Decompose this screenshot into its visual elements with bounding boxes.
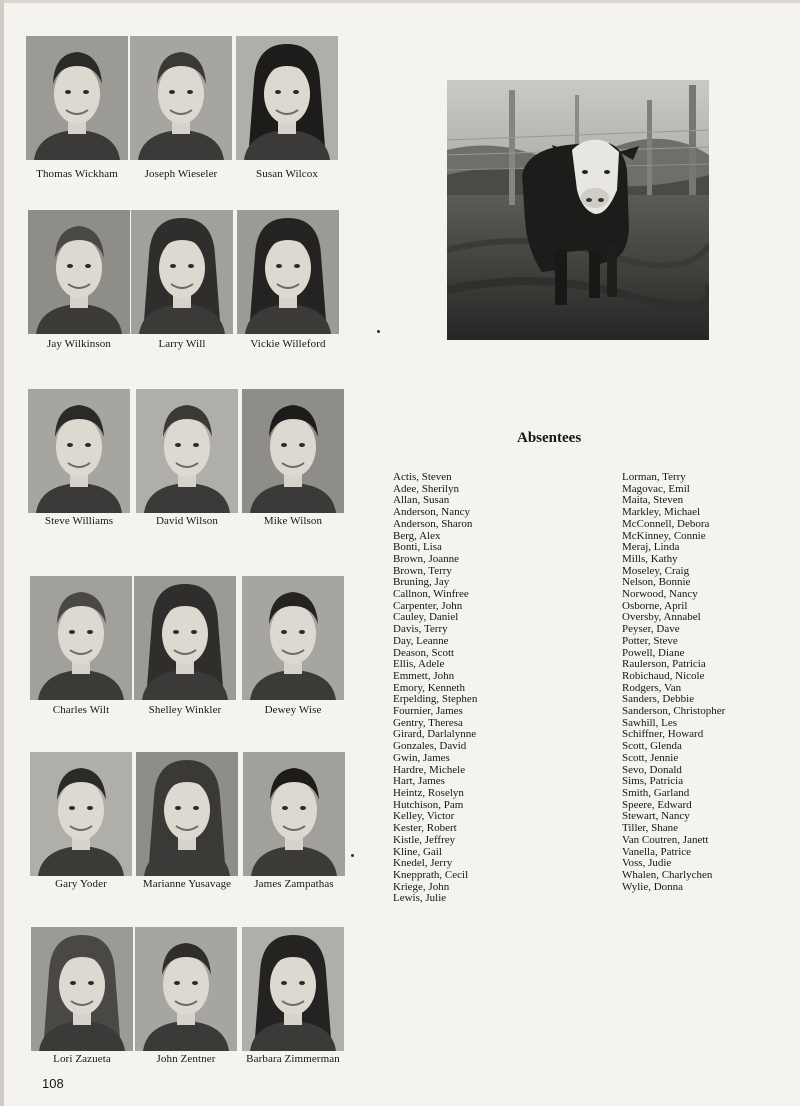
absentee-name: Mills, Kathy — [622, 552, 678, 565]
absentee-name: Tiller, Shane — [622, 822, 678, 835]
portrait-caption: Gary Yoder — [55, 878, 107, 890]
absentee-name: Kline, Gail — [393, 845, 442, 858]
portrait-caption: Charles Wilt — [52, 704, 110, 716]
portrait-photo — [242, 927, 344, 1051]
absentee-name: Smith, Garland — [622, 786, 690, 799]
absentee-name: Osborne, April — [622, 599, 688, 612]
absentee-name: Cauley, Daniel — [393, 611, 459, 624]
portrait-caption: James Zampathas — [254, 878, 334, 890]
portrait-caption: Marianne Yusavage — [142, 878, 232, 890]
absentee-name: Sawhill, Les — [622, 716, 677, 729]
absentee-name: Anderson, Nancy — [393, 506, 470, 519]
portrait-photo — [242, 576, 344, 700]
absentee-name: Robichaud, Nicole — [622, 669, 705, 682]
absentees-column-2 — [622, 472, 725, 893]
page-number: 108 — [42, 1076, 64, 1091]
portrait-caption: Mike Wilson — [263, 515, 323, 527]
portrait-caption: John Zentner — [156, 1053, 216, 1065]
absentee-name: Oversby, Annabel — [622, 611, 701, 624]
absentee-name: Brown, Terry — [393, 564, 452, 577]
portrait-photo — [28, 389, 130, 513]
absentee-name: Markley, Michael — [622, 506, 701, 519]
absentee-name: Ellis, Adele — [393, 658, 445, 671]
portrait-caption: Vickie Willeford — [250, 338, 326, 350]
portrait-photo — [134, 576, 236, 700]
absentee-name: Hutchison, Pam — [393, 798, 464, 811]
portrait-photo — [31, 927, 133, 1051]
absentee-name: Scott, Jennie — [622, 751, 679, 764]
absentee-name: Potter, Steve — [622, 634, 678, 647]
portrait-photo — [130, 36, 232, 160]
absentee-name: Emory, Kenneth — [393, 681, 465, 694]
absentee-name: Sims, Patricia — [622, 775, 684, 788]
absentee-name: Actis, Steven — [393, 471, 452, 483]
speck — [351, 854, 354, 857]
absentee-name: Brown, Joanne — [393, 552, 459, 565]
portrait-caption: Lori Zazueta — [53, 1053, 111, 1065]
portrait-caption: Barbara Zimmerman — [246, 1053, 340, 1065]
absentee-name: Deason, Scott — [393, 646, 455, 659]
portrait-caption: Shelley Winkler — [148, 704, 222, 716]
speck — [377, 330, 380, 333]
absentee-name: Anderson, Sharon — [393, 517, 473, 530]
absentee-name: Nelson, Bonnie — [622, 576, 691, 589]
absentee-name: Hart, James — [393, 775, 445, 788]
portrait-photo — [237, 210, 339, 334]
absentee-name: Rodgers, Van — [622, 681, 682, 694]
absentee-name: Davis, Terry — [393, 623, 448, 636]
absentee-name: Scott, Glenda — [622, 740, 682, 753]
absentee-name: Callnon, Winfree — [393, 588, 469, 601]
absentee-name: Emmett, John — [393, 669, 455, 682]
absentee-name: Knepprath, Cecil — [393, 868, 469, 881]
absentees-title: Absentees — [517, 430, 582, 446]
absentee-name: Day, Leanne — [393, 634, 449, 647]
absentee-name: Meraj, Linda — [622, 541, 680, 554]
absentee-name: Van Coutren, Janett — [622, 833, 709, 846]
absentee-name: Sevo, Donald — [622, 763, 682, 776]
absentee-name: Kistle, Jeffrey — [393, 833, 456, 846]
absentee-name: Powell, Diane — [622, 646, 685, 659]
absentee-name: McKinney, Connie — [622, 529, 706, 542]
portrait-caption: David Wilson — [156, 515, 218, 527]
absentee-name: Sanderson, Christopher — [622, 705, 726, 718]
absentee-name: Speere, Edward — [622, 798, 692, 811]
absentee-name: Girard, Darlalynne — [393, 728, 477, 741]
portrait-photo — [135, 927, 237, 1051]
portrait-photo — [243, 752, 345, 876]
absentee-name: Magovac, Emil — [622, 482, 690, 495]
portrait-caption: Jay Wilkinson — [47, 338, 111, 350]
portrait-photo — [136, 752, 238, 876]
portrait-caption: Dewey Wise — [264, 704, 322, 716]
absentee-name: Gwin, James — [393, 751, 450, 764]
absentee-name: Lewis, Julie — [393, 892, 447, 905]
absentee-name: Lorman, Terry — [622, 471, 686, 483]
absentee-name: Moseley, Craig — [622, 564, 690, 577]
absentee-name: Stewart, Nancy — [622, 810, 690, 823]
absentee-name: Raulerson, Patricia — [622, 658, 706, 671]
page-left-edge — [0, 0, 4, 1106]
absentee-name: Maita, Steven — [622, 494, 684, 507]
portrait-photo — [136, 389, 238, 513]
absentee-name: Schiffner, Howard — [622, 728, 704, 741]
absentee-name: Kelley, Victor — [393, 810, 455, 823]
absentee-name: Fournier, James — [393, 705, 463, 718]
portrait-photo — [242, 389, 344, 513]
absentee-name: McConnell, Debora — [622, 517, 710, 530]
portrait-photo — [236, 36, 338, 160]
portrait-photo — [28, 210, 130, 334]
portrait-caption: Steve Williams — [44, 515, 114, 527]
absentee-name: Gentry, Theresa — [393, 716, 463, 729]
portrait-caption: Thomas Wickham — [36, 168, 118, 180]
absentee-name: Heintz, Roselyn — [393, 786, 464, 799]
absentee-name: Knedel, Jerry — [393, 857, 453, 870]
absentee-name: Norwood, Nancy — [622, 588, 698, 601]
portrait-caption: Susan Wilcox — [256, 168, 318, 180]
absentee-name: Kester, Robert — [393, 822, 457, 835]
absentee-name: Adee, Sherilyn — [393, 482, 459, 495]
absentee-name: Berg, Alex — [393, 529, 441, 542]
absentee-name: Bruning, Jay — [393, 576, 450, 589]
portrait-photo — [26, 36, 128, 160]
portrait-photo — [30, 576, 132, 700]
absentee-name: Hardre, Michele — [393, 763, 466, 776]
absentee-name: Bonti, Lisa — [393, 541, 442, 554]
absentee-name: Gonzales, David — [393, 740, 467, 753]
portrait-photo — [30, 752, 132, 876]
absentee-name: Whalen, Charlychen — [622, 868, 713, 881]
portrait-photo — [131, 210, 233, 334]
absentees-column-1 — [393, 472, 477, 905]
absentee-name: Vanella, Patrice — [622, 845, 692, 858]
absentee-name: Carpenter, John — [393, 599, 463, 612]
portrait-caption: Joseph Wieseler — [144, 168, 218, 180]
absentee-name: Allan, Susan — [393, 494, 450, 507]
absentee-name: Wylie, Donna — [622, 880, 684, 893]
absentee-name: Sanders, Debbie — [622, 693, 695, 706]
absentee-name: Voss, Judie — [622, 857, 672, 870]
absentee-name: Peyser, Dave — [622, 623, 680, 636]
absentee-name: Erpelding, Stephen — [393, 693, 478, 706]
absentee-name: Kriege, John — [393, 880, 450, 893]
page-top-edge — [0, 0, 800, 3]
cow-photo — [447, 80, 709, 340]
portrait-caption: Larry Will — [158, 338, 206, 350]
